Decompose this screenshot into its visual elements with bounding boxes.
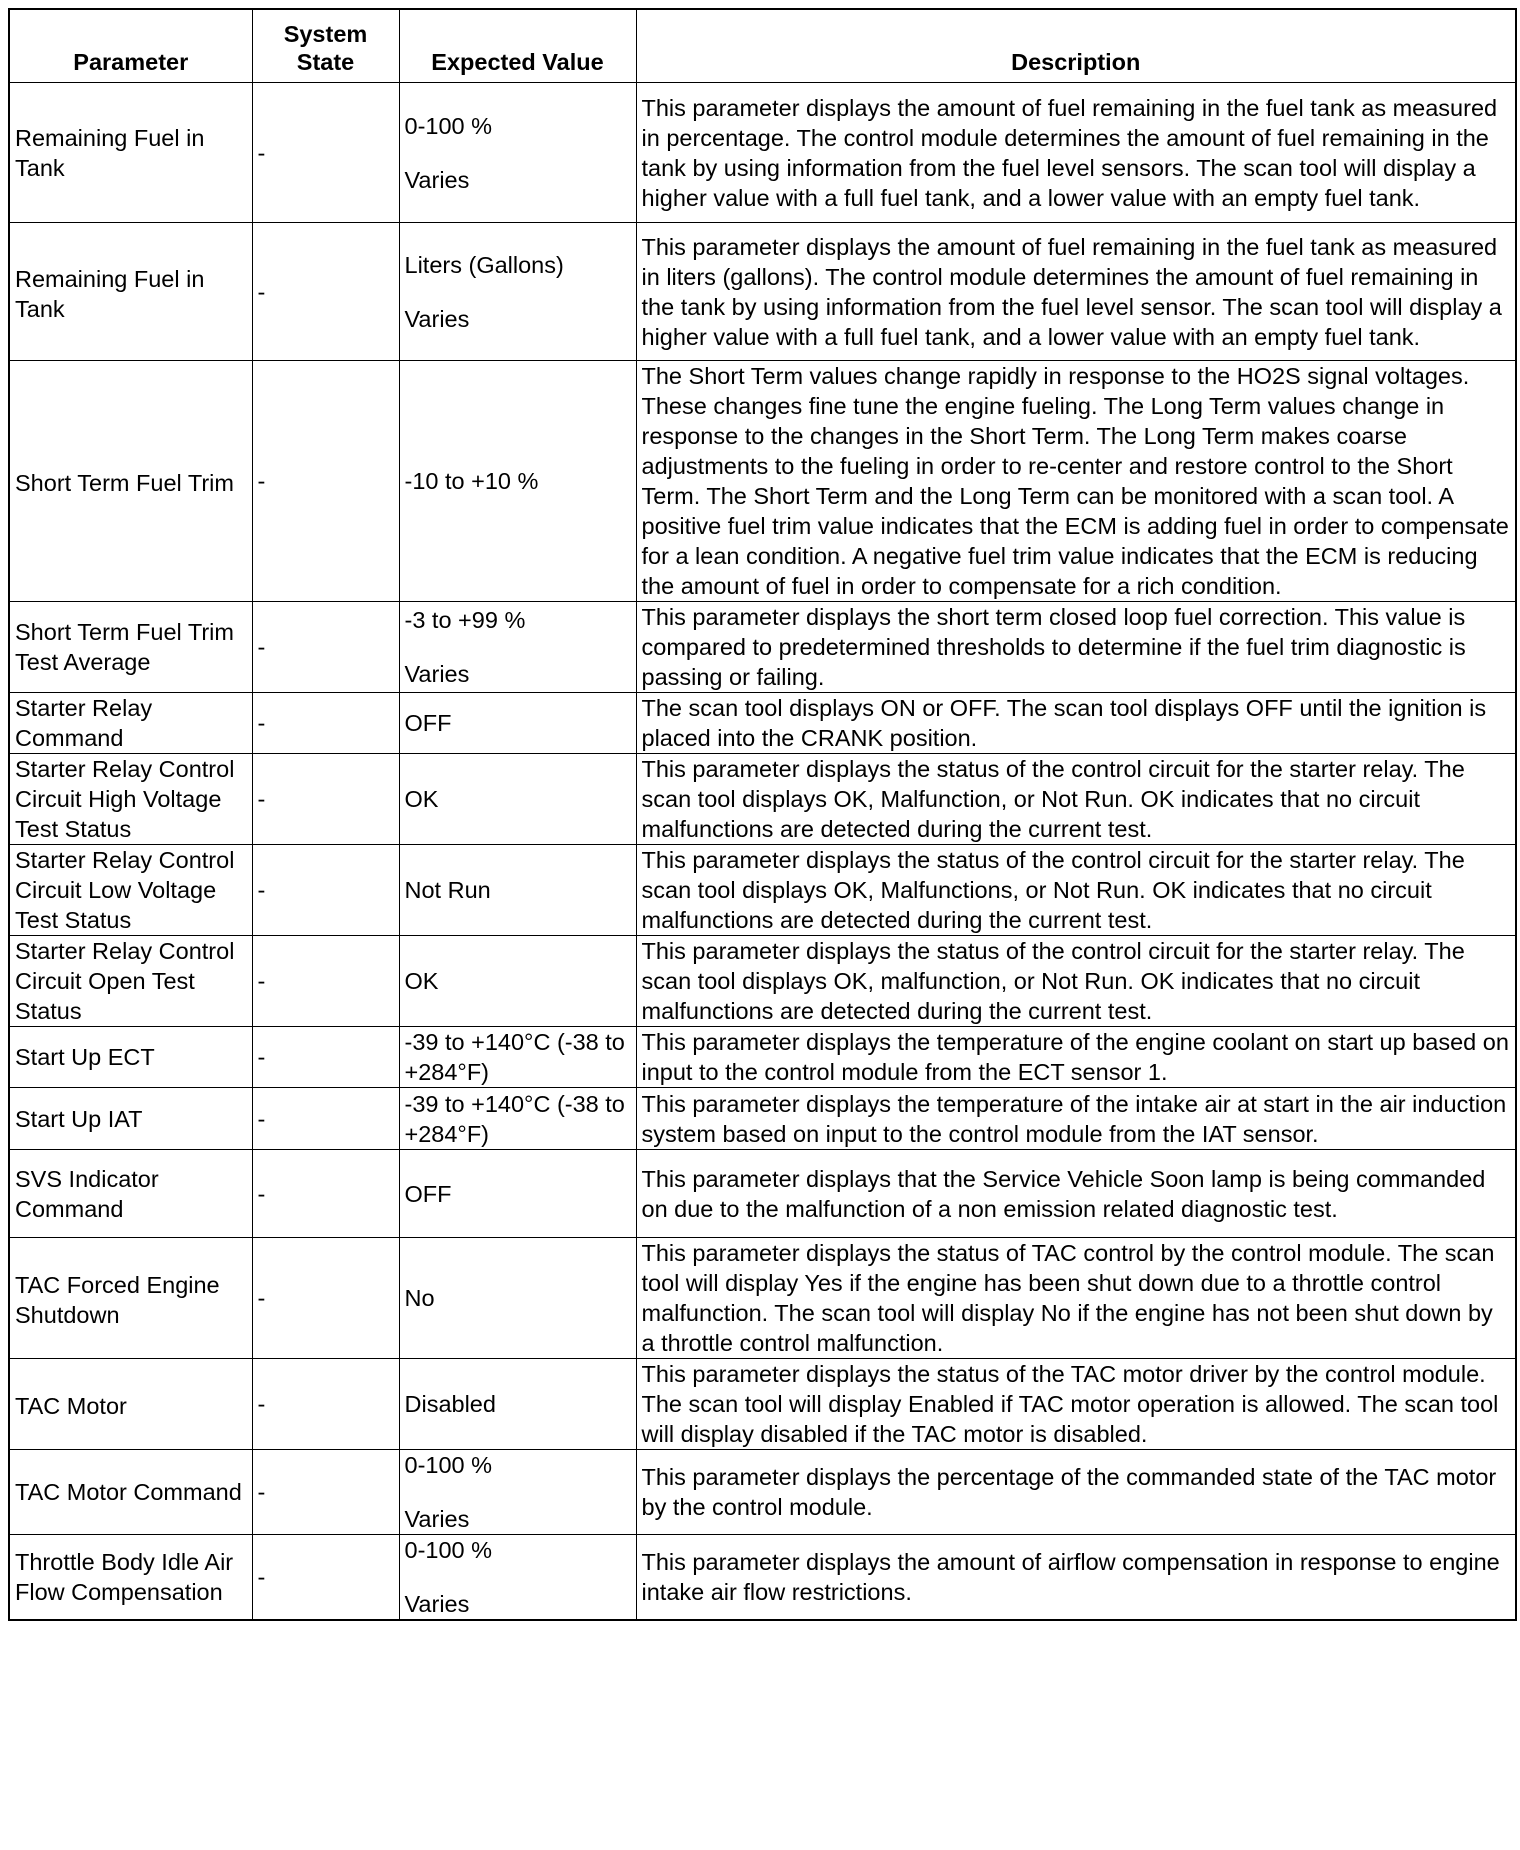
expected-value-cell xyxy=(399,693,636,754)
description-cell: This parameter displays the amount of fuel remaining in the fuel tank as measured in percentage. The control module determines the amount of fuel remaining in the tank by using information from the fuel level sensors. The scan tool will display a higher value with a full fuel tank, and a lower value with an empty fuel tank. xyxy=(636,83,1516,223)
parameter-cell: Remaining Fuel in Tank xyxy=(9,223,252,361)
parameter-cell: Starter Relay Control Circuit High Voltage Test Status xyxy=(9,754,252,845)
expected-value-line: OK xyxy=(404,968,439,994)
system-state-cell: - xyxy=(252,845,399,936)
system-state-cell: - xyxy=(252,754,399,845)
system-state-cell: - xyxy=(252,1238,399,1359)
expected-value-cell xyxy=(399,845,636,936)
header-row xyxy=(9,9,1516,83)
expected-value-line: Not Run xyxy=(404,877,491,903)
table-body xyxy=(9,83,1516,1621)
table-row xyxy=(9,693,1516,754)
header-description: Description xyxy=(636,9,1516,83)
system-state-cell: - xyxy=(252,936,399,1027)
table-row xyxy=(9,602,1516,693)
table-row xyxy=(9,1027,1516,1088)
table-row xyxy=(9,83,1516,223)
expected-value-line: -3 to +99 % xyxy=(404,607,526,633)
table-row xyxy=(9,1238,1516,1359)
expected-value-line: -39 to +140°C (-38 to +284°F) xyxy=(404,1029,625,1085)
expected-value-gap xyxy=(405,1480,631,1504)
expected-value-line: OFF xyxy=(404,1180,452,1207)
expected-value-line: -39 to +140°C (-38 to +284°F) xyxy=(404,1090,625,1147)
description-cell: This parameter displays the percentage of the commanded state of the TAC motor by the control module. xyxy=(636,1450,1516,1535)
parameter-cell: Start Up ECT xyxy=(9,1027,252,1088)
description-cell: This parameter displays the status of TAC control by the control module. The scan tool will display Yes if the engine has been shut down due to a throttle control malfunction. The scan tool will display No if the engine has not been shut down by a throttle control malfunction. xyxy=(636,1238,1516,1359)
expected-value-line: Varies xyxy=(404,1591,470,1617)
system-state-cell: - xyxy=(252,83,399,223)
description-cell: The scan tool displays ON or OFF. The scan tool displays OFF until the ignition is placed into the CRANK position. xyxy=(636,693,1516,754)
description-cell: This parameter displays the amount of fuel remaining in the fuel tank as measured in liters (gallons). The control module determines the amount of fuel remaining in the tank by using information from the fuel level sensor. The scan tool will display a higher value with a full fuel tank, and a lower value with an empty fuel tank. xyxy=(636,223,1516,361)
system-state-cell: - xyxy=(252,602,399,693)
table-row xyxy=(9,361,1516,602)
expected-value-cell xyxy=(399,1238,636,1359)
expected-value-line: 0-100 % xyxy=(404,1537,493,1563)
expected-value-line: No xyxy=(404,1285,435,1311)
expected-value-cell xyxy=(399,1359,636,1450)
header-system-state: System State xyxy=(252,9,399,83)
parameter-cell: Short Term Fuel Trim xyxy=(9,361,252,602)
expected-value-gap xyxy=(405,141,631,165)
expected-value-line: Disabled xyxy=(404,1391,496,1417)
system-state-cell: - xyxy=(252,1150,399,1238)
expected-value-gap xyxy=(405,1565,631,1589)
description-cell: This parameter displays the temperature of the intake air at start in the air induction system based on input to the control module from the IAT sensor. xyxy=(636,1088,1516,1150)
table-row xyxy=(9,1450,1516,1535)
system-state-cell: - xyxy=(252,693,399,754)
expected-value-cell xyxy=(399,1150,636,1238)
expected-value-cell xyxy=(399,1535,636,1621)
parameter-cell: SVS Indicator Command xyxy=(9,1150,252,1238)
expected-value-gap xyxy=(405,635,631,659)
system-state-cell: - xyxy=(252,1359,399,1450)
expected-value-line: Liters (Gallons) xyxy=(404,251,564,278)
system-state-cell: - xyxy=(252,1450,399,1535)
expected-value-line: Varies xyxy=(404,1506,470,1532)
expected-value-line: Varies xyxy=(404,661,470,687)
system-state-cell: - xyxy=(252,1535,399,1621)
header-expected-value: Expected Value xyxy=(399,9,636,83)
parameter-cell: TAC Motor xyxy=(9,1359,252,1450)
system-state-cell: - xyxy=(252,1088,399,1150)
expected-value-cell xyxy=(399,83,636,223)
description-cell: This parameter displays the amount of airflow compensation in response to engine intake air flow restrictions. xyxy=(636,1535,1516,1621)
expected-value-line: 0-100 % xyxy=(404,112,493,139)
table-row xyxy=(9,845,1516,936)
table-row xyxy=(9,936,1516,1027)
description-cell: This parameter displays that the Service Vehicle Soon lamp is being commanded on due to the malfunction of a non emission related diagnostic test. xyxy=(636,1150,1516,1238)
expected-value-cell xyxy=(399,936,636,1027)
expected-value-cell xyxy=(399,1027,636,1088)
description-cell: This parameter displays the status of the control circuit for the starter relay. The scan tool displays OK, Malfunctions, or Not Run. OK indicates that no circuit malfunctions are detected during the current test. xyxy=(636,845,1516,936)
system-state-cell: - xyxy=(252,361,399,602)
table-row xyxy=(9,1150,1516,1238)
expected-value-gap xyxy=(405,280,631,304)
expected-value-cell xyxy=(399,754,636,845)
parameter-cell: Start Up IAT xyxy=(9,1088,252,1150)
system-state-cell: - xyxy=(252,223,399,361)
parameter-cell: Remaining Fuel in Tank xyxy=(9,83,252,223)
parameter-cell: Short Term Fuel Trim Test Average xyxy=(9,602,252,693)
parameter-cell: Starter Relay Command xyxy=(9,693,252,754)
expected-value-cell xyxy=(399,602,636,693)
description-cell: This parameter displays the status of the control circuit for the starter relay. The scan tool displays OK, malfunction, or Not Run. OK indicates that no circuit malfunctions are detected during the current test. xyxy=(636,936,1516,1027)
expected-value-cell xyxy=(399,1450,636,1535)
expected-value-line: -10 to +10 % xyxy=(404,468,539,494)
description-cell: This parameter displays the status of the TAC motor driver by the control module. The scan tool will display Enabled if TAC motor operation is allowed. The scan tool will display disabled if the TAC motor is disabled. xyxy=(636,1359,1516,1450)
expected-value-line: Varies xyxy=(404,305,470,332)
system-state-cell: - xyxy=(252,1027,399,1088)
table-row xyxy=(9,1088,1516,1150)
expected-value-cell xyxy=(399,361,636,602)
description-cell: This parameter displays the status of the control circuit for the starter relay. The scan tool displays OK, Malfunction, or Not Run. OK indicates that no circuit malfunctions are detected during the current test. xyxy=(636,754,1516,845)
expected-value-line: Varies xyxy=(404,166,470,193)
expected-value-cell xyxy=(399,1088,636,1150)
description-cell: This parameter displays the temperature of the engine coolant on start up based on input to the control module from the ECT sensor 1. xyxy=(636,1027,1516,1088)
table-row xyxy=(9,1535,1516,1621)
parameter-cell: TAC Forced Engine Shutdown xyxy=(9,1238,252,1359)
expected-value-line: OK xyxy=(404,786,439,812)
expected-value-cell xyxy=(399,223,636,361)
description-cell: The Short Term values change rapidly in response to the HO2S signal voltages. These changes fine tune the engine fueling. The Long Term values change in response to the changes in the Short Term. The Long Term makes coarse adjustments to the fueling in order to re-center and restore control to the Short Term. The Short Term and the Long Term can be monitored with a scan tool. A positive fuel trim value indicates that the ECM is adding fuel in order to compensate for a lean condition. A negative fuel trim value indicates that the ECM is reducing the amount of fuel in order to compensate for a rich condition. xyxy=(636,361,1516,602)
parameter-table xyxy=(8,8,1517,1621)
parameter-cell: Starter Relay Control Circuit Low Voltage Test Status xyxy=(9,845,252,936)
parameter-cell: Starter Relay Control Circuit Open Test Status xyxy=(9,936,252,1027)
table-row xyxy=(9,754,1516,845)
header-parameter: Parameter xyxy=(9,9,252,83)
parameter-cell: TAC Motor Command xyxy=(9,1450,252,1535)
expected-value-line: 0-100 % xyxy=(404,1452,493,1478)
table-row xyxy=(9,1359,1516,1450)
expected-value-line: OFF xyxy=(404,710,452,736)
table-row xyxy=(9,223,1516,361)
parameter-cell: Throttle Body Idle Air Flow Compensation xyxy=(9,1535,252,1621)
description-cell: This parameter displays the short term closed loop fuel correction. This value is compared to predetermined thresholds to determine if the fuel trim diagnostic is passing or failing. xyxy=(636,602,1516,693)
